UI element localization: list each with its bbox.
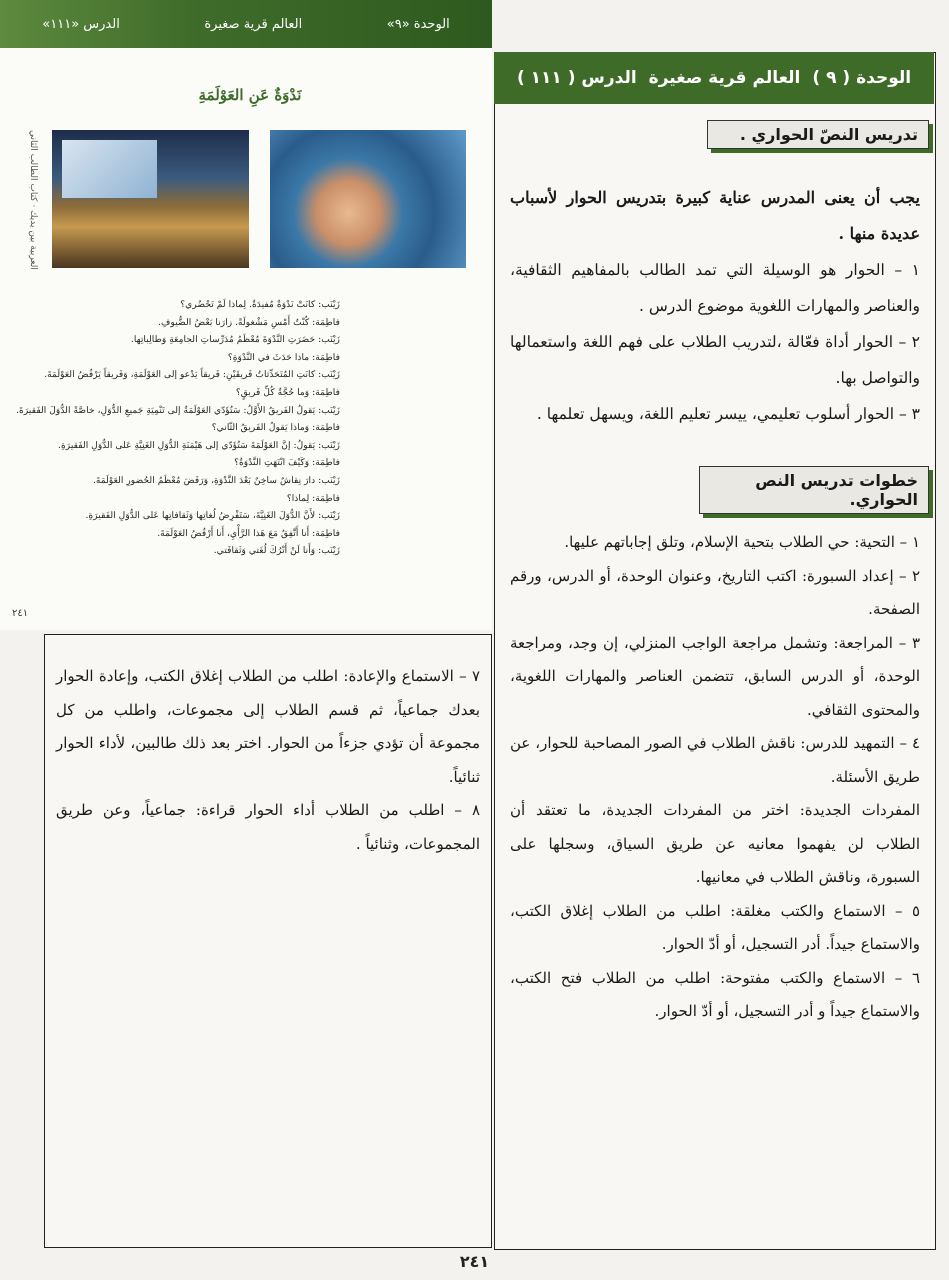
dialog-line: زَيْنَب: وَأَنا لَنْ أَتْرُكَ لُغَتي وَثَقافَتي. <box>213 545 340 557</box>
step-item: ٤ – التمهيد للدرس: ناقش الطلاب في الصور المصاحبة للحوار، عن طريق الأسئلة. <box>510 734 920 786</box>
right-header-lesson: الدرس ( ١١١ ) <box>516 68 637 88</box>
dialog-line: زَيْنَب: لأَنَّ الدُّوَلَ الغَنِيَّةَ، سَتَفْرِضُ لُغاتِها وَثَقافاتِها عَلى الدُّوَلِ الفَقيرَةِ. <box>85 510 340 522</box>
step-item: ٢ – إعداد السبورة: اكتب التاريخ، وعنوان الوحدة، أو الدرس، ورقم الصفحة. <box>510 566 920 618</box>
dialog-line: زَيْنَب: يَقولُ الفَريقُ الأَوَّلُ: سَتُؤَدّي العَوْلَمَةُ إلى تَنْمِيَةِ جَميعِ الدُّوَلِ، خاصَّةً الدُّوَلَ الفَقيرَةَ. <box>16 404 340 416</box>
page-number: ٢٤١ <box>459 1252 490 1271</box>
section-heading-steps: خطوات تدريس النص الحواري. <box>699 466 929 514</box>
dialog-line: فاطِمَة: أَنا أَتَّفِقُ مَعَ هَذا الرَّأْيِ، أَنا أَرْفُضُ العَوْلَمَةَ. <box>157 527 340 539</box>
steps-continued <box>56 660 480 861</box>
photo-hand-on-globe <box>270 130 466 268</box>
right-page-header <box>494 52 934 104</box>
step-item: ٦ – الاستماع والكتب مفتوحة: اطلب من الطلاب فتح الكتب، والاستماع جيداً و أدر التسجيل، أو أدّ الحوار. <box>510 968 920 1020</box>
step-item: ٣ – المراجعة: وتشمل مراجعة الواجب المنزلي، إن وجد، ومراجعة الوحدة، أو الدرس السابق، تتضمن العناصر والمهارات اللغوية، والمحتوى الثقافي. <box>510 633 920 719</box>
section-heading-teaching-dialog: تدريس النصّ الحواري . <box>707 120 929 149</box>
reason-item: ٢ – الحوار أداة فعّالة ،لتدريب الطلاب على فهم اللغة واستعمالها والتواصل بها. <box>510 333 920 387</box>
section-intro: يجب أن يعنى المدرس عناية كبيرة بتدريس الحوار لأسباب عديدة منها . <box>510 188 920 243</box>
dialog-line: زَيْنَب: كانَتِ المُتَحَدِّثاتُ فَريقَيْنِ: فَريقاً يَدْعو إلى العَوْلَمَةِ، وَفَريقاً يَرْفُضُ العَوْلَمَةَ. <box>44 369 340 381</box>
left-header-lesson: الدرس «١١١» <box>42 16 120 32</box>
reasons-list <box>510 252 920 432</box>
reason-item: ١ – الحوار هو الوسيلة التي تمد الطالب بالمفاهيم الثقافية، والعناصر والمهارات اللغوية موضوع الدرس . <box>510 261 920 315</box>
left-page-number: ٢٤١ <box>12 608 29 619</box>
conference-screen <box>62 140 157 198</box>
dialog-line: زَيْنَب: حَضَرَتِ النَّدْوَةَ مُعْظَمُ مُدَرِّساتِ الجامِعَةِ وَطالِباتِها. <box>130 334 340 346</box>
reason-item: ٣ – الحوار أسلوب تعليمي، ييسر تعليم اللغة، ويسهل تعلمها . <box>536 405 920 423</box>
sidebar-book-title: العربية بين يديك · كتاب الطالب الثاني <box>28 130 38 270</box>
step-item: ٥ – الاستماع والكتب مغلقة: اطلب من الطلاب إغلاق الكتب، والاستماع جيداً. أدر التسجيل، أو أدّ الحوار. <box>510 901 920 953</box>
dialog-line: فاطِمَة: ماذا حَدَثَ في النَّدْوَةِ؟ <box>227 351 340 363</box>
step-item: ٧ – الاستماع والإعادة: اطلب من الطلاب إغلاق الكتب، وإعادة الحوار بعدك جماعياً، ثم قسم الطلاب إلى مجموعات، واطلب من كل مجموعة أن تؤدي جزءاً من الحوار. اختر بعد ذلك طالبين، لأداء الحوار ثنائياً. <box>56 667 480 786</box>
step-item: ٨ – اطلب من الطلاب أداء الحوار قراءة: جماعياً، وعن طريق المجموعات، وثنائياً . <box>56 801 480 853</box>
dialog-line: زَيْنَب: دارَ نِقاشٌ ساخِنٌ بَعْدَ النَّدْوَةِ، وَرَفَضَ مُعْظَمُ الحُضورِ العَوْلَمَةَ. <box>92 474 340 486</box>
left-page-header <box>0 0 492 48</box>
dialog-title: نَدْوَةٌ عَنِ العَوْلَمَةِ <box>198 86 302 104</box>
steps-list <box>510 526 920 1029</box>
right-header-unit-title: العالم قرية صغيرة <box>648 68 801 88</box>
step-item: ١ – التحية: حي الطلاب بتحية الإسلام، وتلق إجاباتهم عليها. <box>564 533 920 551</box>
dialog-line: زَيْنَب: يَقولُ: إنَّ العَوْلَمَةَ سَتُؤَدّي إلى هَيْمَنَةِ الدُّوَلِ الغَنِيَّةِ عَلى الدُّوَلِ الفَقيرَةِ. <box>58 439 340 451</box>
dialog-line: زَيْنَب: كانَتْ نَدْوَةٌ مُفيدَةٌ. لِماذا لَمْ تَحْضُري؟ <box>180 299 340 310</box>
dialog-text <box>16 296 340 560</box>
right-header-unit: الوحدة ( ٩ ) <box>812 68 912 88</box>
dialog-line: فاطِمَة: وَما حُجَّةُ كُلِّ فَريقٍ؟ <box>235 386 340 398</box>
dialog-line: فاطِمَة: كُنْتُ أَمْسِ مَشْغولَةً. زارَنا بَعْضُ الضُّيوفِ. <box>158 316 340 328</box>
left-header-unit-title: العالم قرية صغيرة <box>204 16 303 32</box>
dialog-line: فاطِمَة: لِماذا؟ <box>286 492 340 504</box>
dialog-line: فاطِمَة: وَماذا يَقولُ الفَريقُ الثّاني؟ <box>211 422 340 434</box>
step-item: المفردات الجديدة: اختر من المفردات الجديدة، ما تعتقد أن الطلاب لن يفهموا معانيه عن طريق السياق، وسجلها على السبورة، وناقش الطلاب في معانيها. <box>510 801 920 886</box>
photo-conference-hall <box>52 130 249 268</box>
left-header-unit: الوحدة «٩» <box>386 16 450 32</box>
dialog-line: فاطِمَة: وَكَيْفَ انْتَهَتِ النَّدْوَةُ؟ <box>234 457 340 469</box>
